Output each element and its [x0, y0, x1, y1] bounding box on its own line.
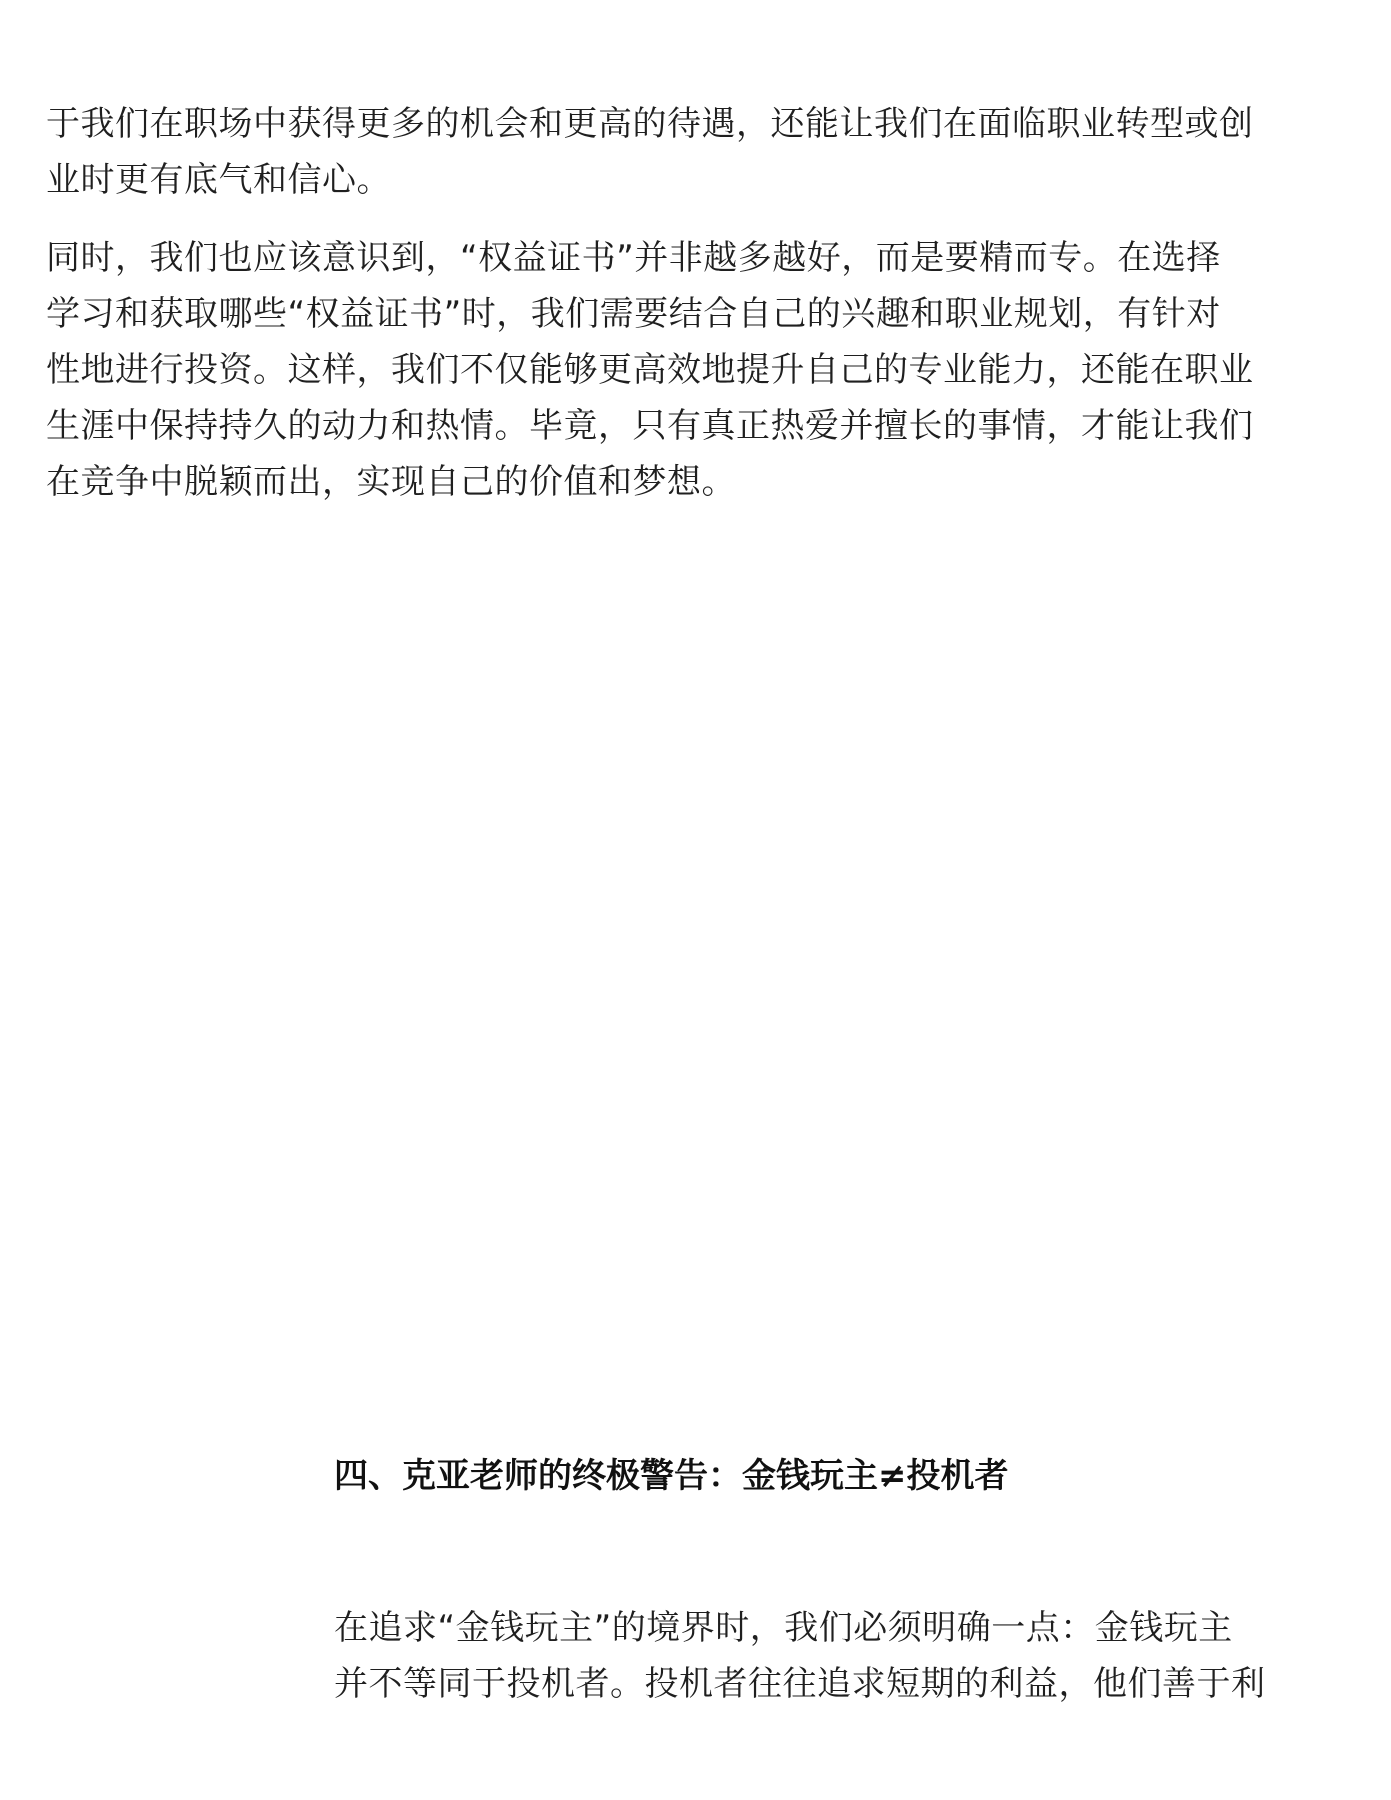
paragraph-line: 同时，我们也应该意识到，“权益证书”并非越多越好，而是要精而专。在选择: [46, 238, 1221, 278]
paragraph-line: 并不等同于投机者。投机者往往追求短期的利益，他们善于利: [334, 1664, 1266, 1704]
body-paragraph: [334, 1600, 1266, 1712]
paragraph-line: 业时更有底气和信心。: [46, 160, 391, 200]
paragraph-line: 性地进行投资。这样，我们不仅能够更高效地提升自己的专业能力，还能在职业: [46, 350, 1254, 390]
section-heading: 四、克亚老师的终极警告：金钱玩主≠投机者: [334, 1456, 1009, 1496]
paragraph-line: 在竞争中脱颖而出，实现自己的价值和梦想。: [46, 462, 736, 502]
paragraph-line: 在追求“金钱玩主”的境界时，我们必须明确一点：金钱玩主: [334, 1608, 1233, 1648]
paragraph-line: 于我们在职场中获得更多的机会和更高的待遇，还能让我们在面临职业转型或创: [46, 104, 1254, 144]
body-paragraph: [46, 96, 1254, 208]
paragraph-line: 学习和获取哪些“权益证书”时，我们需要结合自己的兴趣和职业规划，有针对: [46, 294, 1221, 334]
body-paragraph: [46, 230, 1254, 510]
paragraph-line: 生涯中保持持久的动力和热情。毕竟，只有真正热爱并擅长的事情，才能让我们: [46, 406, 1254, 446]
